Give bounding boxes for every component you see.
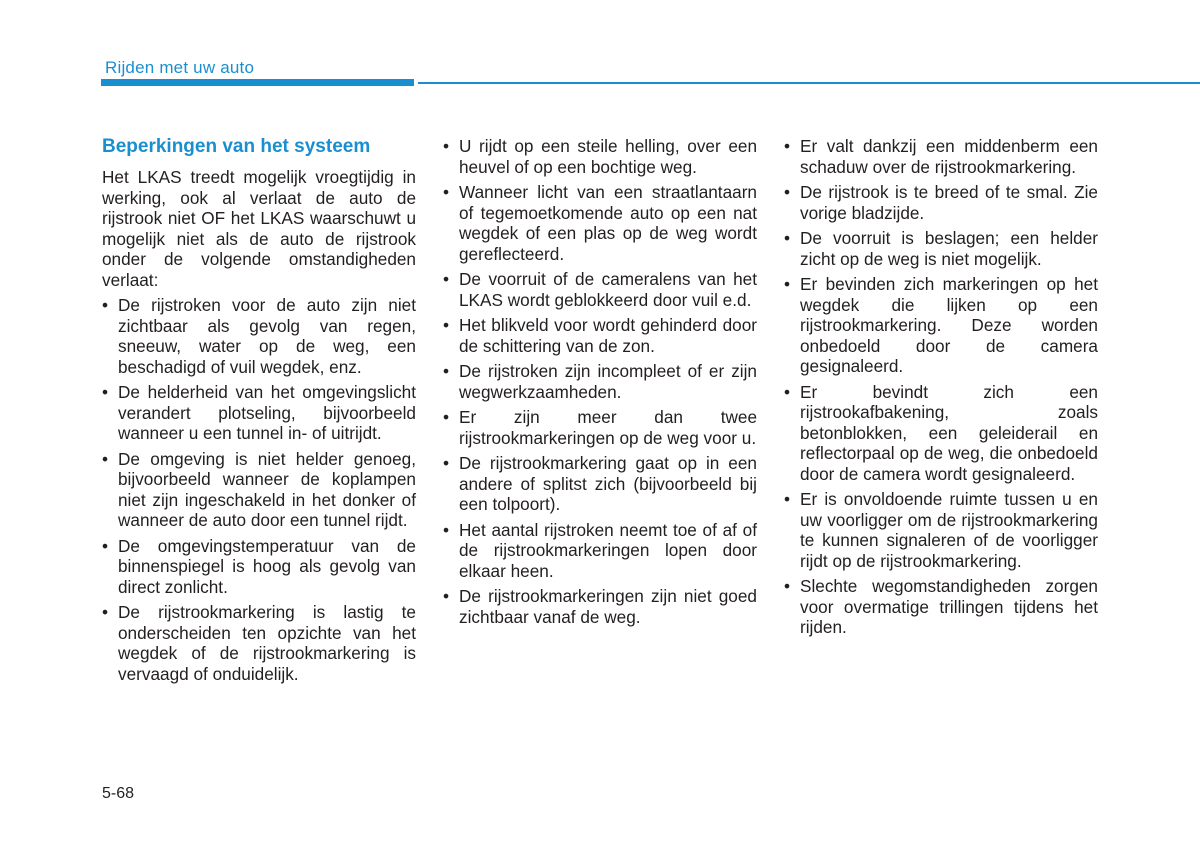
header-rule-thin bbox=[418, 82, 1200, 84]
column-2 bbox=[443, 136, 757, 632]
header-rule-thick bbox=[101, 79, 414, 86]
intro-paragraph: Het LKAS treedt mogelijk vroegtijdig in werking, ook al verlaat de auto de rijstrook niet OF het LKAS waarschuwt u mogelijk niet als de auto de rijstrook onder de volgende omstandigheden verlaat: bbox=[102, 167, 416, 290]
column-3 bbox=[784, 136, 1098, 643]
list-item: • Het blikveld voor wordt gehinderd door de schittering van de zon. bbox=[443, 315, 757, 356]
list-item: • Wanneer licht van een straatlantaarn of tegemoetkomende auto op een nat wegdek of een plas op de weg wordt gereflecteerd. bbox=[443, 182, 757, 264]
list-item: • De omgevingstemperatuur van de binnenspiegel is hoog als gevolg van direct zonlicht. bbox=[102, 536, 416, 598]
list-item: • Er valt dankzij een middenberm een schaduw over de rijstrookmarkering. bbox=[784, 136, 1098, 177]
list-item: • De helderheid van het omgevingslicht verandert plotseling, bijvoorbeeld wanneer u een tunnel in- of uitrijdt. bbox=[102, 382, 416, 444]
list-item: • U rijdt op een steile helling, over een heuvel of op een bochtige weg. bbox=[443, 136, 757, 177]
list-item: • De rijstroken voor de auto zijn niet zichtbaar als gevolg van regen, sneeuw, water op de weg, een beschadigd of vuil wegdek, enz. bbox=[102, 295, 416, 377]
list-item: • Er bevindt zich een rijstrookafbakening, zoals betonblokken, een geleiderail en reflectorpaal op de weg, die onbedoeld door de camera wordt gesignaleerd. bbox=[784, 382, 1098, 485]
column-2-list bbox=[443, 136, 757, 627]
list-item: • De rijstroken zijn incompleet of er zijn wegwerkzaamheden. bbox=[443, 361, 757, 402]
list-item: • Er is onvoldoende ruimte tussen u en uw voorligger om de rijstrookmarkering te kunnen signaleren of de voorligger rijdt op de rijstrookmarkering. bbox=[784, 489, 1098, 571]
page-number: 5-68 bbox=[102, 785, 135, 802]
page-heading: Beperkingen van het systeem bbox=[102, 136, 371, 157]
section-title: Rijden met uw auto bbox=[105, 58, 255, 77]
column-1-list bbox=[102, 295, 416, 684]
list-item: • Er bevinden zich markeringen op het wegdek die lijken op een rijstrookmarkering. Deze worden onbedoeld door de camera gesignaleerd. bbox=[784, 274, 1098, 377]
column-3-list bbox=[784, 136, 1098, 638]
list-item: • De rijstrookmarkeringen zijn niet goed zichtbaar vanaf de weg. bbox=[443, 586, 757, 627]
list-item: • De rijstrook is te breed of te smal. Zie vorige bladzijde. bbox=[784, 182, 1098, 223]
column-1 bbox=[102, 136, 416, 689]
list-item: • Er zijn meer dan twee rijstrookmarkeringen op de weg voor u. bbox=[443, 407, 757, 448]
list-item: • De omgeving is niet helder genoeg, bijvoorbeeld wanneer de koplampen niet zijn ingeschakeld in het donker of wanneer de auto door een tunnel rijdt. bbox=[102, 449, 416, 531]
list-item: • De voorruit is beslagen; een helder zicht op de weg is niet mogelijk. bbox=[784, 228, 1098, 269]
list-item: • De rijstrookmarkering gaat op in een andere of splitst zich (bijvoorbeeld bij een tolpoort). bbox=[443, 453, 757, 515]
list-item: • Het aantal rijstroken neemt toe of af of de rijstrookmarkeringen lopen door elkaar heen. bbox=[443, 520, 757, 582]
list-item: • Slechte wegomstandigheden zorgen voor overmatige trillingen tijdens het rijden. bbox=[784, 576, 1098, 638]
list-item: • De voorruit of de cameralens van het LKAS wordt geblokkeerd door vuil e.d. bbox=[443, 269, 757, 310]
list-item: • De rijstrookmarkering is lastig te onderscheiden ten opzichte van het wegdek of de rijstrookmarkering is vervaagd of onduidelijk. bbox=[102, 602, 416, 684]
